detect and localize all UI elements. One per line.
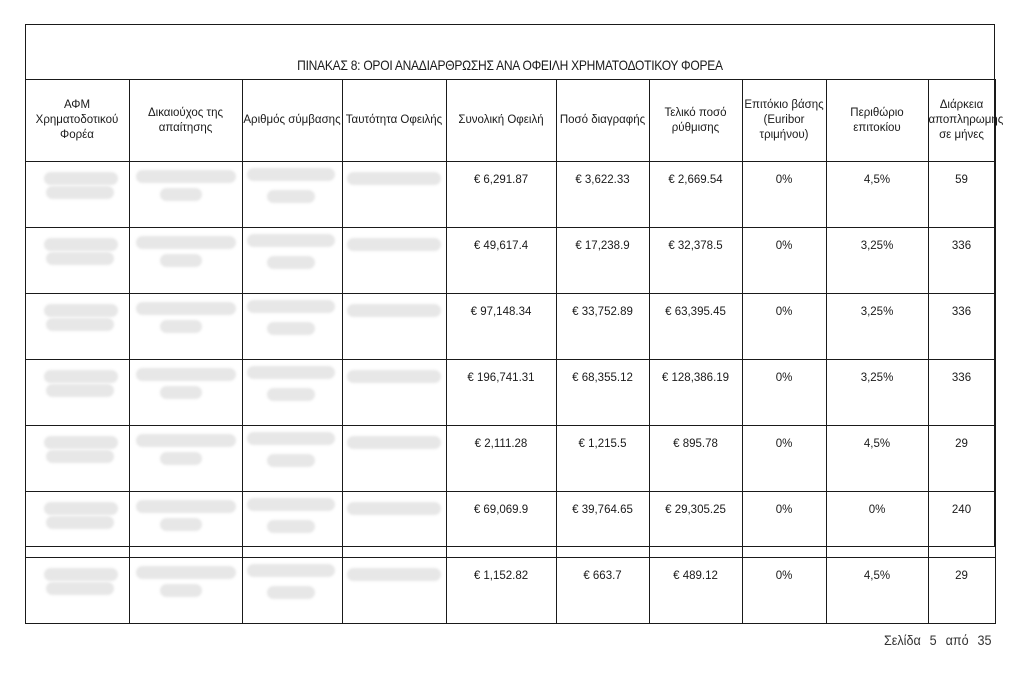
redacted-cell: [25, 228, 129, 294]
cell-months: 59: [928, 162, 995, 228]
redacted-cell: [25, 360, 129, 426]
cell-writeoff: € 39,764.65: [556, 492, 649, 558]
redaction-mark: [136, 368, 236, 381]
cell-writeoff: € 1,215.5: [556, 426, 649, 492]
redacted-cell: [342, 228, 446, 294]
page-label: Σελίδα: [883, 632, 921, 648]
cell-writeoff: € 33,752.89: [556, 294, 649, 360]
redacted-cell: [342, 426, 446, 492]
redaction-mark: [347, 304, 441, 317]
cell-margin: 0%: [826, 492, 928, 558]
redaction-mark: [347, 568, 441, 581]
redacted-cell: [129, 294, 242, 360]
cell-base-rate: 0%: [742, 162, 826, 228]
cell-total: € 6,291.87: [446, 162, 556, 228]
page-footer: [878, 632, 991, 648]
cell-margin: 3,25%: [826, 360, 928, 426]
table-row: [25, 228, 995, 294]
redaction-mark: [136, 302, 236, 315]
redaction-mark: [160, 254, 202, 267]
redaction-mark: [247, 168, 335, 181]
redaction-mark: [44, 568, 118, 581]
cell-base-rate: 0%: [742, 228, 826, 294]
redacted-cell: [25, 492, 129, 558]
redaction-mark: [247, 432, 335, 445]
redacted-cell: [129, 558, 242, 624]
table-row: [25, 426, 995, 492]
redacted-cell: [25, 558, 129, 624]
cell-total: € 69,069.9: [446, 492, 556, 558]
table-row: [25, 492, 995, 558]
cell-final: € 63,395.45: [649, 294, 742, 360]
redaction-mark: [46, 450, 114, 463]
redaction-mark: [267, 454, 315, 467]
redaction-mark: [46, 186, 114, 199]
redaction-mark: [347, 436, 441, 449]
of-label: από: [945, 632, 969, 648]
cell-total: € 196,741.31: [446, 360, 556, 426]
redaction-mark: [136, 170, 236, 183]
redaction-mark: [160, 452, 202, 465]
redaction-mark: [247, 498, 335, 511]
table-row: [25, 558, 995, 624]
redacted-cell: [342, 360, 446, 426]
redaction-mark: [44, 304, 118, 317]
redaction-mark: [136, 236, 236, 249]
redaction-mark: [44, 238, 118, 251]
table-row: [25, 294, 995, 360]
cell-base-rate: 0%: [742, 360, 826, 426]
cell-final: € 2,669.54: [649, 162, 742, 228]
redaction-mark: [44, 502, 118, 515]
table-row: [25, 360, 995, 426]
header-cell: Συνολική Οφειλή: [446, 80, 556, 162]
redacted-cell: [242, 492, 342, 558]
redacted-cell: [342, 294, 446, 360]
redaction-mark: [44, 370, 118, 383]
redacted-cell: [242, 360, 342, 426]
redacted-cell: [342, 558, 446, 624]
header-cell: Δικαιούχος της απαίτησης: [129, 80, 242, 162]
cell-total: € 97,148.34: [446, 294, 556, 360]
total-pages: 35: [976, 632, 991, 648]
redaction-mark: [160, 518, 202, 531]
redaction-mark: [136, 566, 236, 579]
redacted-cell: [242, 162, 342, 228]
redaction-mark: [267, 520, 315, 533]
cell-final: € 489.12: [649, 558, 742, 624]
header-cell: Περιθώριο επιτοκίου: [826, 80, 928, 162]
redacted-cell: [129, 426, 242, 492]
cell-months: 336: [928, 228, 995, 294]
restructuring-table: [25, 79, 1004, 624]
header-cell: Ταυτότητα Οφειλής: [342, 80, 446, 162]
header-cell: Επιτόκιο βάσης (Euribor τριμήνου): [742, 80, 826, 162]
cell-final: € 128,386.19: [649, 360, 742, 426]
cell-final: € 32,378.5: [649, 228, 742, 294]
cell-months: 29: [928, 558, 995, 624]
header-cell: Ποσό διαγραφής: [556, 80, 649, 162]
cell-months: 29: [928, 426, 995, 492]
redaction-mark: [160, 386, 202, 399]
header-cell: Διάρκεια αποπληρωμής σε μήνες: [928, 80, 995, 162]
header-cell: ΑΦΜ Χρηματοδοτικού Φορέα: [25, 80, 129, 162]
redaction-mark: [267, 586, 315, 599]
redacted-cell: [242, 426, 342, 492]
redacted-cell: [129, 228, 242, 294]
redacted-cell: [25, 426, 129, 492]
cell-months: 240: [928, 492, 995, 558]
redaction-mark: [267, 190, 315, 203]
redacted-cell: [25, 162, 129, 228]
cell-margin: 4,5%: [826, 426, 928, 492]
cell-total: € 2,111.28: [446, 426, 556, 492]
redacted-cell: [25, 294, 129, 360]
redaction-mark: [347, 238, 441, 251]
redacted-cell: [242, 294, 342, 360]
redacted-cell: [242, 558, 342, 624]
table-frame: [25, 24, 1004, 582]
cell-margin: 4,5%: [826, 558, 928, 624]
cell-writeoff: € 68,355.12: [556, 360, 649, 426]
cell-final: € 29,305.25: [649, 492, 742, 558]
header-cell: Αριθμός σύμβασης: [242, 80, 342, 162]
cell-base-rate: 0%: [742, 558, 826, 624]
redacted-cell: [129, 360, 242, 426]
page-number: 5: [929, 632, 937, 648]
redaction-mark: [160, 584, 202, 597]
redacted-cell: [129, 492, 242, 558]
cell-margin: 3,25%: [826, 294, 928, 360]
redaction-mark: [44, 436, 118, 449]
redaction-mark: [136, 500, 236, 513]
redaction-mark: [247, 300, 335, 313]
cell-writeoff: € 17,238.9: [556, 228, 649, 294]
table-title: ΠΙΝΑΚΑΣ 8: ΟΡΟΙ ΑΝΑΔΙΑΡΘΡΩΣΗΣ ΑΝΑ ΟΦΕΙΛΗ ΧΡΗΜΑΤΟΔΟΤΙΚΟΥ ΦΟΡΕΑ: [297, 57, 723, 73]
cell-margin: 4,5%: [826, 162, 928, 228]
redacted-cell: [342, 492, 446, 558]
redacted-cell: [342, 162, 446, 228]
cell-base-rate: 0%: [742, 426, 826, 492]
redaction-mark: [267, 388, 315, 401]
header-cell: Τελικό ποσό ρύθμισης: [649, 80, 742, 162]
table-row: [25, 162, 995, 228]
cell-margin: 3,25%: [826, 228, 928, 294]
redaction-mark: [267, 322, 315, 335]
redaction-mark: [160, 320, 202, 333]
header-row: [25, 80, 995, 162]
redaction-mark: [347, 370, 441, 383]
redaction-mark: [46, 318, 114, 331]
cell-writeoff: € 3,622.33: [556, 162, 649, 228]
redaction-mark: [247, 564, 335, 577]
redacted-cell: [129, 162, 242, 228]
redaction-mark: [46, 252, 114, 265]
cell-base-rate: 0%: [742, 294, 826, 360]
cell-final: € 895.78: [649, 426, 742, 492]
redaction-mark: [46, 384, 114, 397]
redaction-mark: [136, 434, 236, 447]
redaction-mark: [267, 256, 315, 269]
cell-writeoff: € 663.7: [556, 558, 649, 624]
redaction-mark: [160, 188, 202, 201]
redaction-mark: [347, 502, 441, 515]
cell-base-rate: 0%: [742, 492, 826, 558]
redaction-mark: [44, 172, 118, 185]
redaction-mark: [347, 172, 441, 185]
cell-total: € 49,617.4: [446, 228, 556, 294]
cell-total: € 1,152.82: [446, 558, 556, 624]
redaction-mark: [46, 582, 114, 595]
redaction-mark: [46, 516, 114, 529]
cell-months: 336: [928, 294, 995, 360]
redaction-mark: [247, 234, 335, 247]
cell-months: 336: [928, 360, 995, 426]
redacted-cell: [242, 228, 342, 294]
redaction-mark: [247, 366, 335, 379]
